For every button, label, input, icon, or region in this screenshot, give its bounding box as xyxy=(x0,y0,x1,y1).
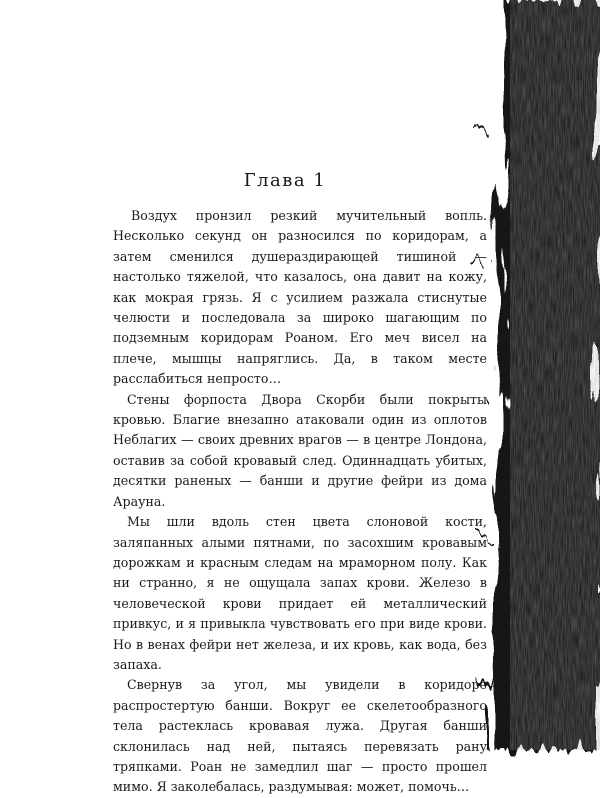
paragraph: Свернув за угол, мы увидели в коридоре распростертую банши. Вокруг ее скелетообразного тела растеклась кровавая лужа. Другая банши склонилась над ней, пытаясь перевязать рану тряпками. Роан не замедлил шаг — просто прошел мимо. Я заколебалась, раздумывая: может, помочь… xyxy=(113,677,487,795)
paragraph: Воздух пронзил резкий мучительный вопль. Несколько секунд он разносился по коридорам, а затем сменился душераздирающей тишиной — настолько тяжелой, что казалось, она давит на кожу, как мокрая грязь. Я с усилием разжала стиснутые челюсти и последовала за широко шагающим по подземным коридорам Роаном. Его меч висел на плече, мышцы напряглись. Да, в таком месте расслабиться непросто… xyxy=(113,208,487,387)
chapter-title: Глава 1 xyxy=(243,170,327,191)
paragraph: Стены форпоста Двора Скорби были покрыты кровью. Благие внезапно атаковали один из оплотов Неблагих — своих древних врагов — в центре Лондона, оставив за собой кровавый след. Одиннадцать убитых, десятки раненых — банши и другие фейри из дома Арауна. xyxy=(113,391,487,509)
chapter-body xyxy=(113,206,487,798)
paragraph: Мы шли вдоль стен цвета слоновой кости, заляпанных алыми пятнами, по засохшим кровавым дорожкам и красным следам на мраморном полу. Как ни странно, я не ощущала запах крови. Железо в человеческой крови придает ей металлический привкус, и я привыкла чувствовать его при виде крови. Но в венах фейри нет железа, и их кровь, как вода, без запаха. xyxy=(113,514,487,672)
